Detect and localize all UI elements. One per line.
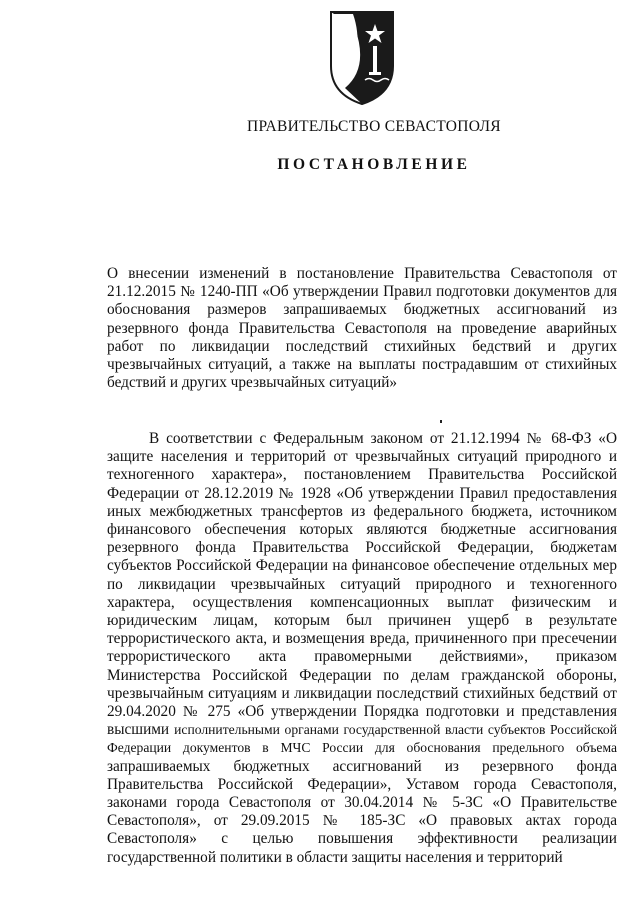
sevastopol-coat-of-arms-icon <box>325 8 399 106</box>
body-text-part-1: В соответствии с Федеральным законом от 21.12.1994 № 68-ФЗ «О защите населения и территорий от чрезвычайных ситуаций природного и техногенного характера», постановлением Правительства Российской Федерации от 28.12.2019 № 1928 «Об утверждении Правил предоставления иных межбюджетных трансфертов из федерального бюджета, источником финансового обеспечения которых являются бюджетные ассигнования резервного фонда Правительства Российской Федерации, бюджетам субъектов Российской Федерации на финансовое обеспечение отдельных мер по ликвидации чрезвычайных ситуаций природного и техногенного характера, осуществления компенсационных выплат физическим и юридическим лицам, которым был причинен ущерб в результате террористического акта, и возмещения вреда, причиненного при пресечении террористического акта правомерными действиями», приказом Министерства Российской Федерации по делам гражданской обороны, чрезвычайным ситуациям и ликвидации последствий стихийных бедствий от 29.04.2020 № 275 «Об утверждении Порядка подготовки и представления высшими <box>107 430 617 739</box>
scan-mark <box>440 420 442 423</box>
document-body <box>107 430 617 867</box>
organization-name: ПРАВИТЕЛЬСТВО СЕВАСТОПОЛЯ <box>247 118 501 135</box>
document-type-title: ПОСТАНОВЛЕНИЕ <box>277 156 471 173</box>
body-text-part-2: исполнительными органами государственной власти субъектов Российской Федерации документов в МЧС России для обоснования предельного объема <box>107 722 617 756</box>
coat-of-arms <box>325 8 399 106</box>
body-text-part-3: запрашиваемых бюджетных ассигнований из резервного фонда Правительства Российской Федерации», Уставом города Севастополя, законами города Севастополя от 30.04.2014 № 5-ЗС «О Правительстве Севастополя», от 29.09.2015 № 185-ЗС «О правовых актах города Севастополя» с целью повышения эффективности реализации государственной политики в области защиты населения и территорий <box>107 757 617 866</box>
document-subject: О внесении изменений в постановление Правительства Севастополя от 21.12.2015 № 1240-ПП «Об утверждении Правил подготовки документов для обоснования размеров запрашиваемых бюджетных ассигнований из резервного фонда Правительства Севастополя на проведение аварийных работ по ликвидации последствий стихийных бедствий и других чрезвычайных ситуаций, а также на выплаты пострадавшим от стихийных бедствий и других чрезвычайных ситуаций» <box>107 265 617 392</box>
